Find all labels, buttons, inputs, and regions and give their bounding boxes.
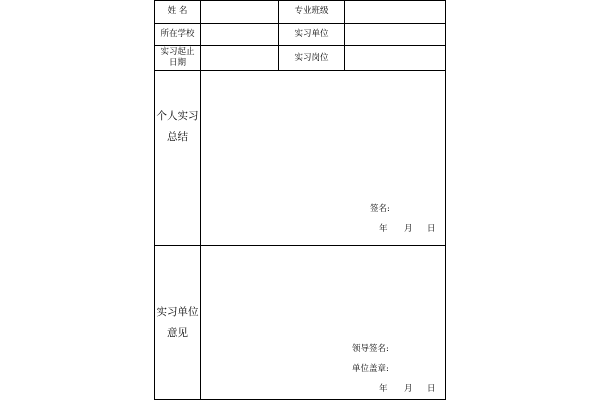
summary-sign-label: 签名: xyxy=(370,204,390,214)
opinion-text-area[interactable] xyxy=(201,246,445,340)
major-class-field[interactable] xyxy=(345,1,445,23)
internship-dates-label-line2: 日期 xyxy=(168,58,186,68)
summary-date-day: 日 xyxy=(427,224,436,234)
school-field[interactable] xyxy=(201,24,278,45)
internship-position-label: 实习岗位 xyxy=(294,53,329,63)
internship-unit-field[interactable] xyxy=(345,24,445,45)
summary-date-month: 月 xyxy=(404,224,413,234)
summary-label-line2: 总结 xyxy=(167,131,188,143)
internship-unit-label: 实习单位 xyxy=(294,29,329,39)
internship-dates-label-line1: 实习起止 xyxy=(160,47,195,57)
opinion-label-line1: 实习单位 xyxy=(156,306,199,318)
summary-label-line1: 个人实习 xyxy=(156,110,199,122)
opinion-label-line2: 意见 xyxy=(167,327,188,339)
internship-form xyxy=(154,0,446,400)
name-label: 姓 名 xyxy=(167,6,188,16)
internship-dates-field[interactable] xyxy=(201,46,278,70)
border-right xyxy=(445,0,446,400)
summary-text-area[interactable] xyxy=(201,71,445,199)
leader-sign-label: 领导签名: xyxy=(352,344,389,354)
unit-seal-label: 单位盖章: xyxy=(352,364,389,374)
summary-date-year: 年 xyxy=(379,224,388,234)
opinion-date-month: 月 xyxy=(404,384,413,394)
opinion-date-day: 日 xyxy=(427,384,436,394)
internship-position-field[interactable] xyxy=(345,46,445,70)
name-field[interactable] xyxy=(201,1,278,23)
major-class-label: 专业班级 xyxy=(294,6,329,16)
school-label: 所在学校 xyxy=(160,29,195,39)
opinion-date-year: 年 xyxy=(379,384,388,394)
